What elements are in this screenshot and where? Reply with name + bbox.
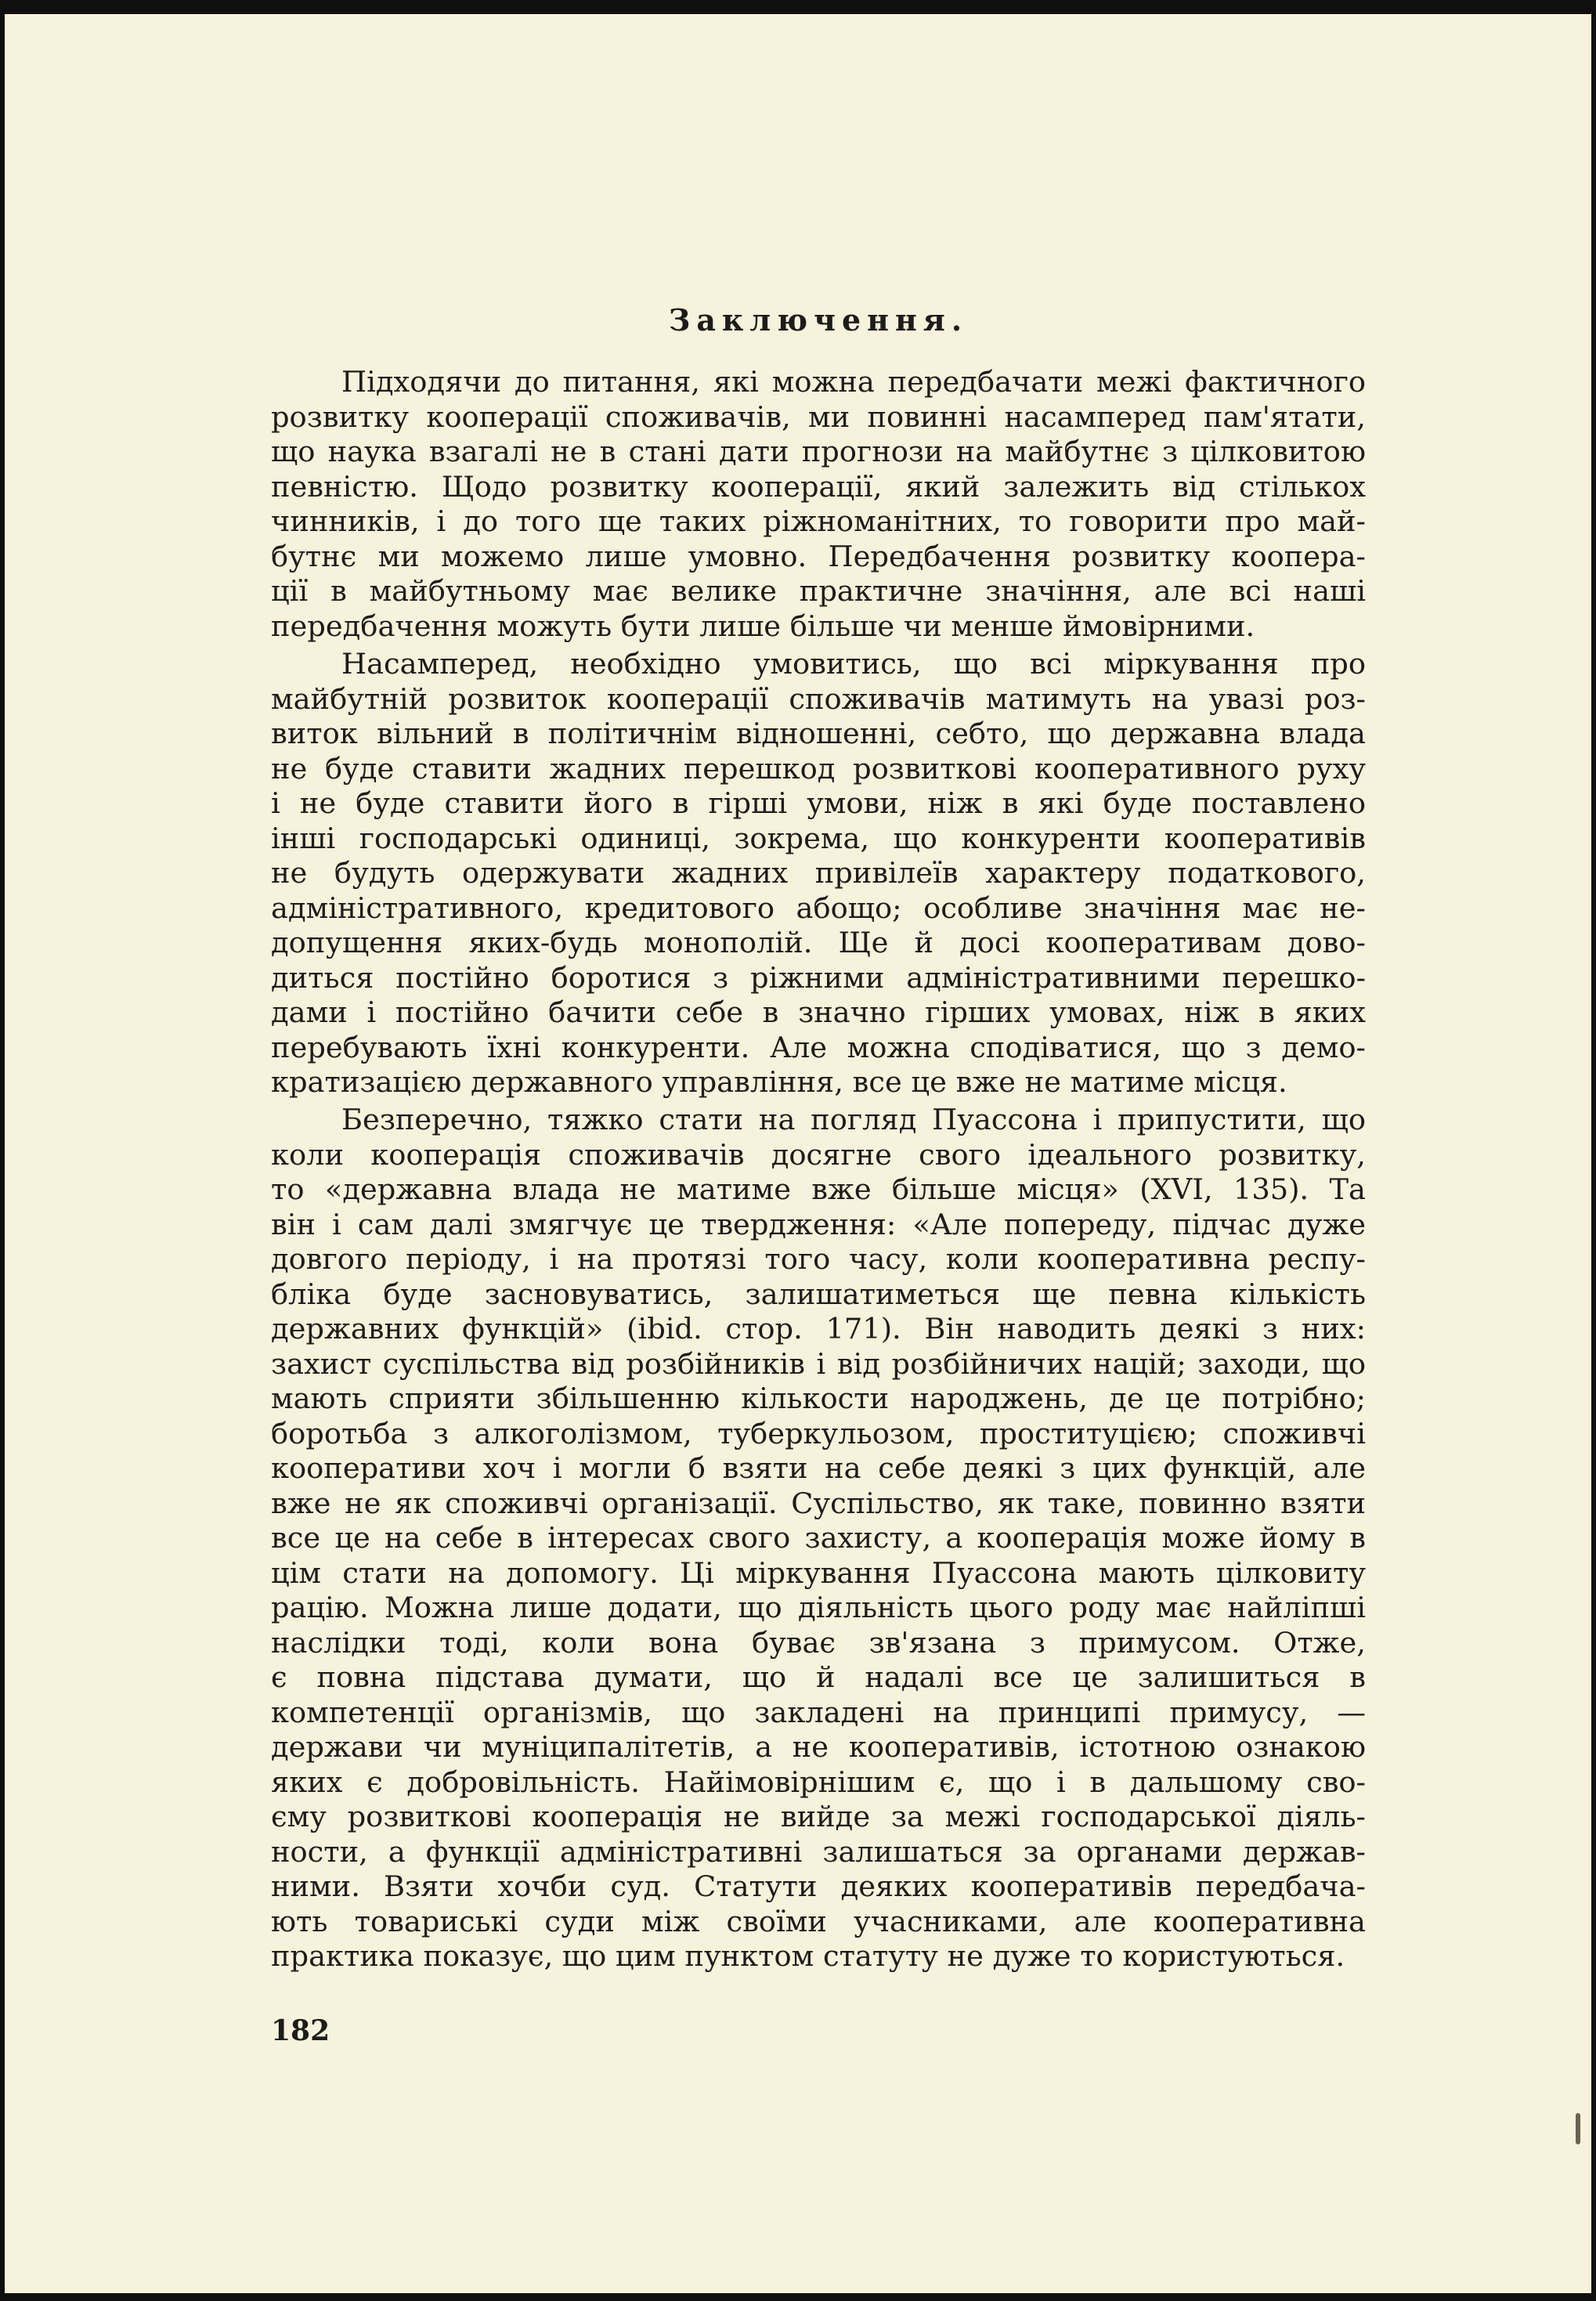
text-line: кооперативи хоч і могли б взяти на себе деякі з цих функцій, але bbox=[271, 1451, 1366, 1485]
paragraph bbox=[271, 365, 1366, 644]
text-line: єму розвиткові кооперація не вийде за межі господарської діяль- bbox=[271, 1800, 1366, 1833]
paragraph bbox=[271, 647, 1366, 1100]
page-edge-mark bbox=[1576, 2113, 1580, 2144]
text-line: він і сам далі змягчує це твердження: «Але попереду, підчас дуже bbox=[271, 1207, 1366, 1241]
section-title: Заключення. bbox=[668, 302, 969, 338]
text-line: є повна підстава думати, що й надалі все це залишиться в bbox=[271, 1660, 1366, 1694]
text-line: не будуть одержувати жадних привілеїв характеру податкового, bbox=[271, 856, 1366, 890]
text-line: мають сприяти збільшенню кількости народжень, де це потрібно; bbox=[271, 1382, 1366, 1415]
page bbox=[5, 14, 1591, 2293]
text-line: ють товариські суди між своїми учасниками, але кооперативна bbox=[271, 1904, 1366, 1938]
text-line: практика показує, що цим пунктом статуту не дуже то користуються. bbox=[271, 1939, 1345, 1973]
text-line: майбутній розвиток кооперації споживачів матимуть на увазі роз- bbox=[271, 681, 1366, 716]
text-line: все це на себе в інтересах свого захисту, а кооперація може йому в bbox=[271, 1521, 1366, 1555]
text-line: боротьба з алкоголізмом, туберкульозом, проституцією; споживчі bbox=[271, 1416, 1366, 1450]
text-line: перебувають їхні конкуренти. Але можна сподіватися, що з демо- bbox=[271, 1030, 1366, 1064]
text-line: розвитку кооперації споживачів, ми повинні насамперед пам'ятати, bbox=[271, 399, 1366, 434]
text-line: ности, а функції адміністративні залишаться за органами держав- bbox=[271, 1834, 1366, 1869]
text-line: рацію. Можна лише додати, що діяльність цього роду має найліпші bbox=[271, 1591, 1366, 1624]
text-line: диться постійно боротися з ріжними адміністративними перешко- bbox=[271, 960, 1366, 995]
text-line: захист суспільства від розбійників і від розбійничих націй; заходи, що bbox=[271, 1346, 1366, 1381]
text-line: ними. Взяти хочби суд. Статути деяких кооперативів передбача- bbox=[271, 1869, 1366, 1903]
text-line: цім стати на допомогу. Ці міркування Пуассона мають цілковиту bbox=[271, 1555, 1366, 1590]
text-line: Насамперед, необхідно умовитись, що всі міркування про bbox=[341, 647, 1366, 681]
text-line: держави чи муніципалітетів, а не кооперативів, істотною ознакою bbox=[271, 1730, 1366, 1764]
text-line: то «державна влада не матиме вже більше місця» (XVI, 135). Та bbox=[271, 1172, 1366, 1206]
text-line: довгого періоду, і на протязі того часу, коли кооперативна респу- bbox=[271, 1242, 1366, 1276]
text-line: дами і постійно бачити себе в значно гірших умовах, ніж в яких bbox=[271, 995, 1366, 1029]
text-line: наслідки тоді, коли вона буває зв'язана з примусом. Отже, bbox=[271, 1625, 1366, 1660]
text-line: інші господарські одиниці, зокрема, що конкуренти кооперативів bbox=[271, 821, 1366, 855]
text-line: адміністративного, кредитового абощо; особливе значіння має не- bbox=[271, 890, 1366, 925]
text-line: чинників, і до того ще таких ріжноманітних, то говорити про май- bbox=[271, 504, 1366, 538]
text-line: ції в майбутньому має велике практичне значіння, але всі наші bbox=[271, 574, 1366, 608]
paragraph bbox=[271, 1103, 1366, 1974]
text-line: що наука взагалі не в стані дати прогнози на майбутнє з цілковитою bbox=[271, 435, 1366, 468]
text-line: не буде ставити жадних перешкод розвиткові кооперативного руху bbox=[271, 751, 1366, 786]
text-line: допущення яких-будь монополій. Ще й досі кооперативам дово- bbox=[271, 926, 1366, 959]
text-line: коли кооперація споживачів досягне свого ідеального розвитку, bbox=[271, 1137, 1366, 1172]
text-line: Підходячи до питання, які можна передбачати межі фактичного bbox=[341, 365, 1366, 399]
text-line: вже не як споживчі організації. Суспільство, як таке, повинно взяти bbox=[271, 1486, 1366, 1520]
text-line: і не буде ставити його в гірші умови, ніж в які буде поставлено bbox=[271, 786, 1366, 820]
text-line: бліка буде засновуватись, залишатиметься ще певна кількість bbox=[271, 1277, 1366, 1311]
text-line: Безперечно, тяжко стати на погляд Пуассона і припустити, що bbox=[341, 1103, 1366, 1136]
text-line: державних функцій» (ibid. стор. 171). Він наводить деякі з них: bbox=[271, 1312, 1366, 1346]
text-line: певністю. Щодо розвитку кооперації, який залежить від стількох bbox=[271, 469, 1366, 504]
text-line: компетенції організмів, що закладені на принципі примусу, — bbox=[271, 1695, 1366, 1729]
text-line: кратизацією державного управління, все це вже не матиме місця. bbox=[271, 1065, 1287, 1099]
text-line: виток вільний в політичнім відношенні, себто, що державна влада bbox=[271, 717, 1366, 750]
text-line: передбачення можуть бути лише більше чи менше ймовірними. bbox=[271, 609, 1255, 643]
text-line: бутнє ми можемо лише умовно. Передбачення розвитку коопера- bbox=[271, 539, 1366, 573]
page-number: 182 bbox=[271, 2014, 330, 2047]
text-line: яких є добровільність. Найімовірнішим є, що і в дальшому сво- bbox=[271, 1765, 1366, 1799]
